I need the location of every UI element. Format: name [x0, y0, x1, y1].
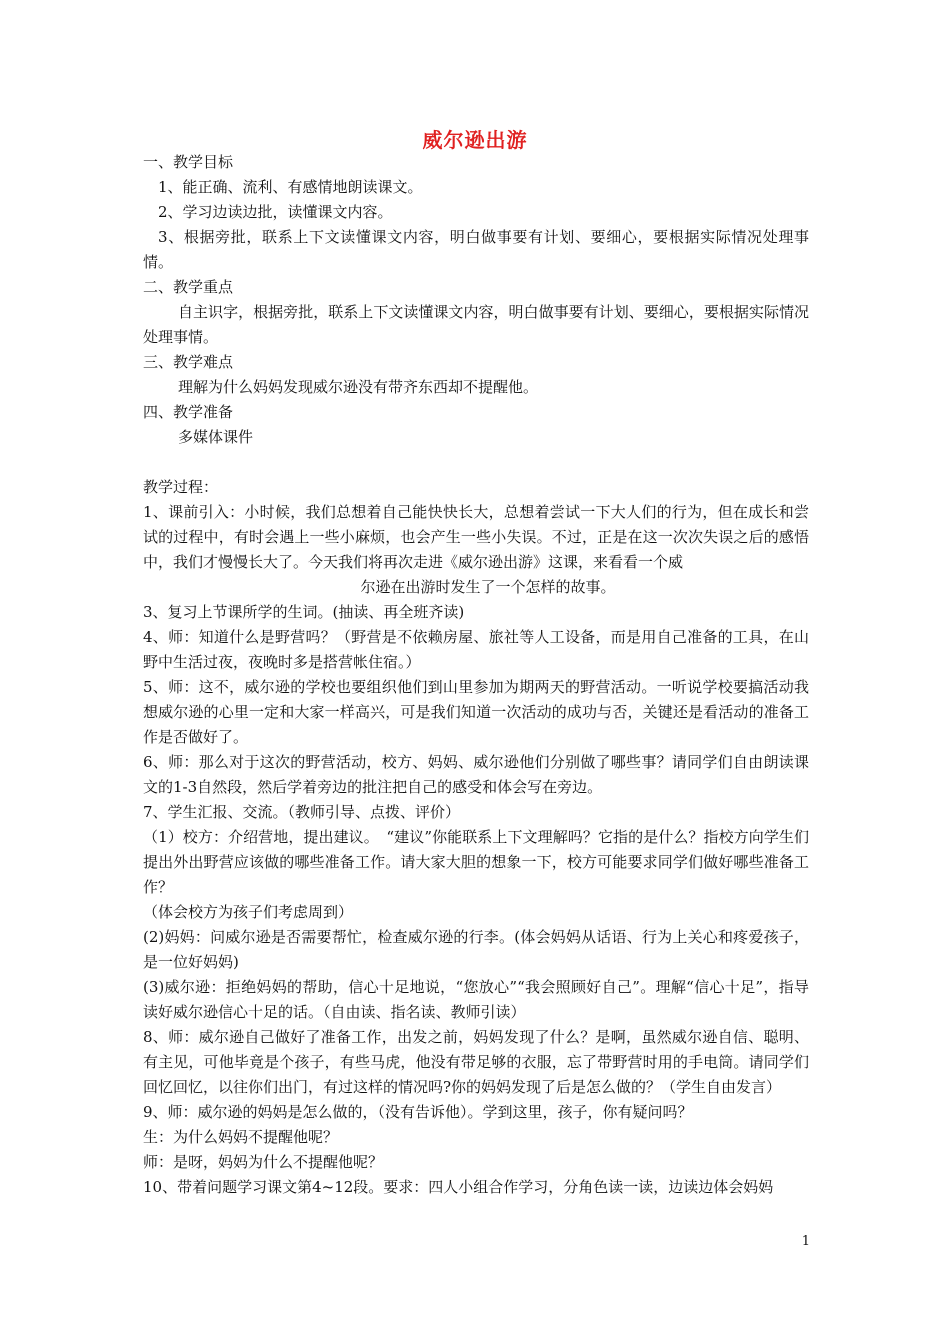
- paragraph: 2、学习边读边批，读懂课文内容。: [158, 203, 393, 221]
- paragraph: 3、复习上节课所学的生词。(抽读、再全班齐读): [143, 603, 465, 621]
- paragraph: 一、教学目标: [143, 153, 234, 171]
- paragraph: （1）校方：介绍营地，提出建议。 “建议”你能联系上下文理解吗？它指的是什么？指校方向学生们提出外出野营应该做的哪些准备工作。请大家大胆的想象一下，校方可能要求同学们做好哪些准备工作？: [143, 828, 809, 896]
- paragraph: 多媒体课件: [178, 428, 254, 446]
- document-body: [143, 150, 809, 1200]
- paragraph: 师：是呀，妈妈为什么不提醒他呢？: [143, 1153, 384, 1171]
- paragraph: 尔逊在出游时发生了一个怎样的故事。: [360, 578, 616, 596]
- document-title: 威尔逊出游: [422, 128, 528, 152]
- paragraph: 理解为什么妈妈发现威尔逊没有带齐东西却不提醒他。: [178, 378, 539, 396]
- paragraph: 自主识字，根据旁批，联系上下文读懂课文内容，明白做事要有计划、要细心，要根据实际情况处理事情。: [143, 303, 809, 346]
- blank-line: [143, 450, 809, 475]
- paragraph: 三、教学难点: [143, 353, 234, 371]
- paragraph: 8、师：威尔逊自己做好了准备工作，出发之前，妈妈发现了什么？是啊，虽然威尔逊自信、聪明、有主见，可他毕竟是个孩子，有些马虎，他没有带足够的衣服，忘了带野营时用的手电筒。请同学们回忆回忆，以往你们出门，有过这样的情况吗?你的妈妈发现了后是怎么做的？（学生自由发言）: [143, 1028, 809, 1096]
- paragraph: 1、课前引入：小时候，我们总想着自己能快快长大，总想着尝试一下大人们的行为，但在成长和尝试的过程中，有时会遇上一些小麻烦，也会产生一些小失误。不过，正是在这一次次失误之后的感悟中，我们才慢慢长大了。今天我们将再次走进《威尔逊出游》这课，来看看一个威: [143, 503, 809, 571]
- paragraph: （体会校方为孩子们考虑周到）: [143, 903, 354, 921]
- paragraph: 二、教学重点: [143, 278, 234, 296]
- paragraph: (2)妈妈：问威尔逊是否需要帮忙，检查威尔逊的行李。(体会妈妈从话语、行为上关心和疼爱孩子，是一位好妈妈): [143, 928, 809, 971]
- paragraph: 6、师：那么对于这次的野营活动，校方、妈妈、威尔逊他们分别做了哪些事？请同学们自由朗读课文的1-3自然段，然后学着旁边的批注把自己的感受和体会写在旁边。: [143, 753, 809, 796]
- paragraph: 7、学生汇报、交流。（教师引导、点拨、评价）: [143, 803, 461, 821]
- paragraph: 9、师：威尔逊的妈妈是怎么做的，（没有告诉他）。学到这里，孩子，你有疑问吗？: [143, 1103, 693, 1121]
- paragraph: 四、教学准备: [143, 403, 234, 421]
- paragraph: 5、师：这不，威尔逊的学校也要组织他们到山里参加为期两天的野营活动。一听说学校要搞活动我想威尔逊的心里一定和大家一样高兴，可是我们知道一次活动的成功与否，关键还是看活动的准备工作是否做好了。: [143, 678, 809, 746]
- paragraph: 4、师：知道什么是野营吗？（野营是不依赖房屋、旅社等人工设备，而是用自己准备的工具，在山野中生活过夜，夜晚时多是搭营帐住宿。）: [143, 628, 809, 671]
- paragraph: 1、能正确、流利、有感情地朗读课文。: [158, 178, 423, 196]
- page-number: 1: [801, 1234, 810, 1249]
- paragraph: 教学过程：: [143, 478, 219, 496]
- paragraph: 生：为什么妈妈不提醒他呢？: [143, 1128, 339, 1146]
- paragraph: (3)威尔逊：拒绝妈妈的帮助，信心十足地说，“您放心”“我会照顾好自己”。理解“信心十足”，指导读好威尔逊信心十足的话。（自由读、指名读、教师引读）: [143, 978, 809, 1021]
- paragraph: 10、带着问题学习课文第4~12段。要求：四人小组合作学习，分角色读一读，边读边体会妈妈: [143, 1178, 774, 1196]
- paragraph: 3、根据旁批，联系上下文读懂课文内容，明白做事要有计划、要细心，要根据实际情况处理事情。: [143, 228, 809, 271]
